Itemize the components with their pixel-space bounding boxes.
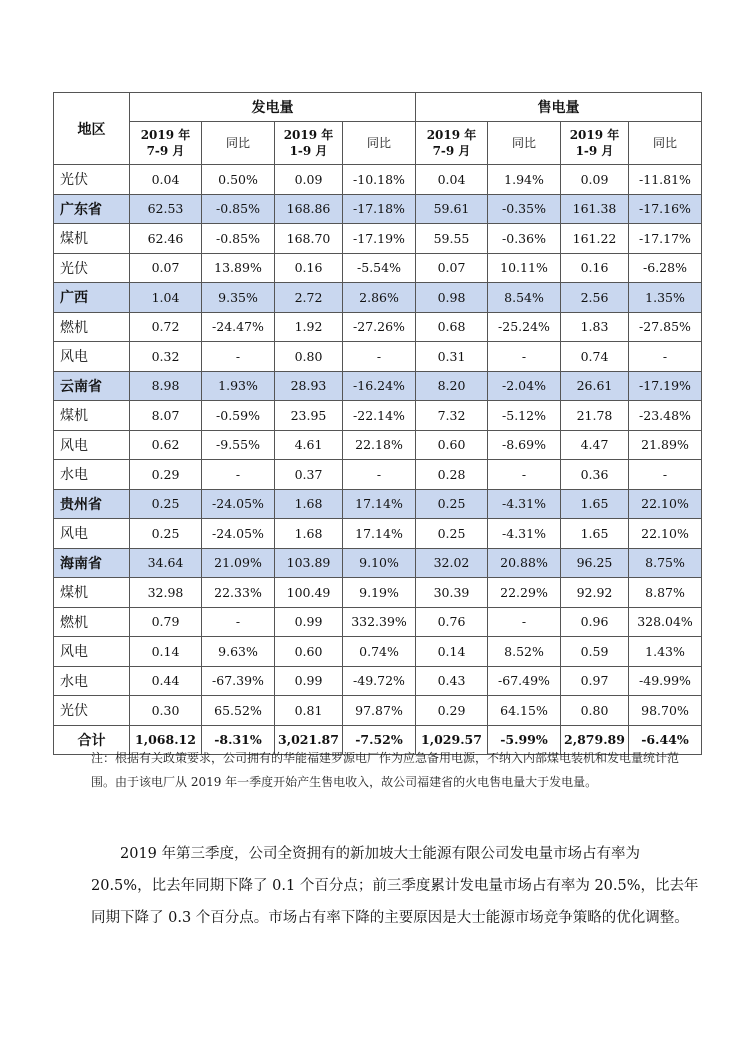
table-cell: 0.25 [130, 519, 202, 549]
table-cell: 0.16 [561, 253, 629, 283]
table-cell: -17.19% [629, 371, 702, 401]
table-cell: -67.39% [202, 666, 275, 696]
table-cell: -25.24% [488, 312, 561, 342]
row-label: 燃机 [54, 312, 130, 342]
table-cell: 92.92 [561, 578, 629, 608]
table-cell: -24.05% [202, 489, 275, 519]
table-cell: 0.36 [561, 460, 629, 490]
table-cell: 3,021.87 [275, 725, 343, 755]
group-header-generation: 发电量 [130, 93, 416, 122]
table-cell: 0.28 [416, 460, 488, 490]
table-cell: 168.70 [275, 224, 343, 254]
row-label: 广西 [54, 283, 130, 313]
period-header [561, 122, 629, 165]
table-cell: 22.33% [202, 578, 275, 608]
table-row [54, 253, 702, 283]
table-cell: 9.19% [343, 578, 416, 608]
table-cell: 2.56 [561, 283, 629, 313]
period-header [130, 122, 202, 165]
table-cell: - [343, 460, 416, 490]
row-label: 贵州省 [54, 489, 130, 519]
table-cell: -4.31% [488, 489, 561, 519]
period-header [343, 122, 416, 165]
table-cell: -16.24% [343, 371, 416, 401]
table-footnote: 注：根据有关政策要求，公司拥有的华能福建罗源电厂作为应急备用电源，不纳入内部煤电装机和发电量统计范围。由于该电厂从 2019 年一季度开始产生售电收入，故公司福建省的火电售电量大于发电量。 [91, 751, 680, 789]
row-label: 水电 [54, 460, 130, 490]
period-header [275, 122, 343, 165]
table-cell: 96.25 [561, 548, 629, 578]
table-cell: 9.10% [343, 548, 416, 578]
table-cell: 97.87% [343, 696, 416, 726]
table-cell: -8.31% [202, 725, 275, 755]
row-label: 光伏 [54, 165, 130, 195]
period-header-line1: 2019 年 [569, 128, 620, 142]
table-cell: 0.81 [275, 696, 343, 726]
table-cell: 0.62 [130, 430, 202, 460]
row-label: 广东省 [54, 194, 130, 224]
row-label: 光伏 [54, 696, 130, 726]
table-cell: -7.52% [343, 725, 416, 755]
table-body [54, 165, 702, 755]
row-label: 风电 [54, 430, 130, 460]
table-cell: 28.93 [275, 371, 343, 401]
table-cell: 2.86% [343, 283, 416, 313]
row-label: 风电 [54, 637, 130, 667]
table-row [54, 607, 702, 637]
table-cell: 0.59 [561, 637, 629, 667]
table-row [54, 666, 702, 696]
table-row [54, 224, 702, 254]
table-cell: 0.68 [416, 312, 488, 342]
period-header-line1: 同比 [366, 136, 391, 150]
table-cell: 0.07 [130, 253, 202, 283]
group-header-sales: 售电量 [416, 93, 702, 122]
table-cell: 103.89 [275, 548, 343, 578]
table-cell: -5.99% [488, 725, 561, 755]
table-cell: 21.09% [202, 548, 275, 578]
table-cell: 0.98 [416, 283, 488, 313]
table-cell: -24.47% [202, 312, 275, 342]
table-cell: - [202, 607, 275, 637]
table-cell: -5.54% [343, 253, 416, 283]
table-cell: -49.99% [629, 666, 702, 696]
table-row [54, 696, 702, 726]
table-cell: 4.61 [275, 430, 343, 460]
table-cell: 65.52% [202, 696, 275, 726]
table-cell: 0.60 [416, 430, 488, 460]
table-cell: 0.80 [561, 696, 629, 726]
table-cell: 1,029.57 [416, 725, 488, 755]
table-cell: 9.35% [202, 283, 275, 313]
body-paragraph: 2019 年第三季度，公司全资拥有的新加坡大士能源有限公司发电量市场占有率为 20.5%，比去年同期下降了 0.1 个百分点；前三季度累计发电量市场占有率为 20.5%，比去年同期下降了 0.3 个百分点。市场占有率下降的主要原因是大士能源市场竞争策略的优化调整。 [91, 846, 699, 926]
table-cell: -0.59% [202, 401, 275, 431]
province-row [54, 194, 702, 224]
table-cell: 8.07 [130, 401, 202, 431]
row-label: 煤机 [54, 578, 130, 608]
table-cell: 1.83 [561, 312, 629, 342]
table-cell: -0.36% [488, 224, 561, 254]
table-cell: 8.98 [130, 371, 202, 401]
period-header-line2: 1-9 月 [289, 144, 328, 158]
period-header-line1: 同比 [225, 136, 250, 150]
table-cell: 1.92 [275, 312, 343, 342]
table-cell: 59.61 [416, 194, 488, 224]
table-cell: 62.46 [130, 224, 202, 254]
table-cell: 161.22 [561, 224, 629, 254]
table-cell: 0.97 [561, 666, 629, 696]
table-cell: - [202, 342, 275, 372]
table-cell: 17.14% [343, 519, 416, 549]
table-cell: 0.43 [416, 666, 488, 696]
province-row [54, 489, 702, 519]
province-row [54, 283, 702, 313]
table-cell: 0.09 [275, 165, 343, 195]
table-cell: -0.85% [202, 224, 275, 254]
table-cell: 0.25 [416, 519, 488, 549]
table-cell: 8.75% [629, 548, 702, 578]
table-cell: 332.39% [343, 607, 416, 637]
table-cell: 0.04 [416, 165, 488, 195]
table-cell: 20.88% [488, 548, 561, 578]
period-header-line2: 7-9 月 [146, 144, 185, 158]
table-cell: 98.70% [629, 696, 702, 726]
table-row [54, 460, 702, 490]
province-row [54, 371, 702, 401]
table-cell: 1.43% [629, 637, 702, 667]
table-cell: 0.30 [130, 696, 202, 726]
region-header: 地区 [54, 93, 130, 165]
table-cell: -10.18% [343, 165, 416, 195]
table-cell: 8.20 [416, 371, 488, 401]
row-label: 煤机 [54, 401, 130, 431]
period-header-line1: 2019 年 [140, 128, 191, 142]
table-cell: 0.76 [416, 607, 488, 637]
table-cell: - [343, 342, 416, 372]
table-cell: -24.05% [202, 519, 275, 549]
period-header-line1: 2019 年 [283, 128, 334, 142]
table-cell: 0.44 [130, 666, 202, 696]
table-cell: -17.16% [629, 194, 702, 224]
table-cell: - [629, 460, 702, 490]
row-label: 风电 [54, 519, 130, 549]
table-cell: -17.19% [343, 224, 416, 254]
table-cell: 4.47 [561, 430, 629, 460]
period-header [416, 122, 488, 165]
province-row [54, 548, 702, 578]
table-cell: 0.25 [416, 489, 488, 519]
table-cell: 1.68 [275, 489, 343, 519]
period-header-line1: 2019 年 [426, 128, 477, 142]
row-label: 云南省 [54, 371, 130, 401]
table-cell: 0.31 [416, 342, 488, 372]
table-cell: - [488, 342, 561, 372]
row-label: 燃机 [54, 607, 130, 637]
table-cell: 0.32 [130, 342, 202, 372]
table-cell: 8.52% [488, 637, 561, 667]
table-cell: 62.53 [130, 194, 202, 224]
table-cell: - [488, 607, 561, 637]
header-row-periods [54, 122, 702, 165]
table-cell: 22.10% [629, 519, 702, 549]
table-cell: 0.25 [130, 489, 202, 519]
table-row [54, 342, 702, 372]
period-header-line2: 1-9 月 [575, 144, 614, 158]
table-cell: 0.60 [275, 637, 343, 667]
header-row-groups [54, 93, 702, 122]
table-cell: 21.89% [629, 430, 702, 460]
table-cell: -2.04% [488, 371, 561, 401]
table-cell: -27.26% [343, 312, 416, 342]
table-cell: 0.74% [343, 637, 416, 667]
table-cell: -27.85% [629, 312, 702, 342]
table-cell: -4.31% [488, 519, 561, 549]
table-cell: -9.55% [202, 430, 275, 460]
period-header-line1: 同比 [511, 136, 536, 150]
table-cell: 22.10% [629, 489, 702, 519]
period-header [488, 122, 561, 165]
table-cell: 64.15% [488, 696, 561, 726]
table-cell: 0.37 [275, 460, 343, 490]
row-label: 水电 [54, 666, 130, 696]
table-cell: 168.86 [275, 194, 343, 224]
table-row [54, 312, 702, 342]
table-cell: -49.72% [343, 666, 416, 696]
table-cell: -6.44% [629, 725, 702, 755]
table-cell: 0.79 [130, 607, 202, 637]
table-cell: 0.72 [130, 312, 202, 342]
table-cell: 59.55 [416, 224, 488, 254]
table-cell: -0.85% [202, 194, 275, 224]
table-cell: 0.04 [130, 165, 202, 195]
period-header [202, 122, 275, 165]
generation-table-container [53, 92, 701, 755]
table-cell: 0.07 [416, 253, 488, 283]
table-cell: 0.99 [275, 607, 343, 637]
table-row [54, 401, 702, 431]
table-cell: 0.29 [416, 696, 488, 726]
period-header-line1: 同比 [652, 136, 677, 150]
table-cell: 34.64 [130, 548, 202, 578]
table-cell: 0.74 [561, 342, 629, 372]
table-cell: 7.32 [416, 401, 488, 431]
period-header-line2: 7-9 月 [432, 144, 471, 158]
table-cell: 17.14% [343, 489, 416, 519]
table-cell: 1,068.12 [130, 725, 202, 755]
table-cell: -11.81% [629, 165, 702, 195]
table-cell: -17.17% [629, 224, 702, 254]
table-cell: - [629, 342, 702, 372]
table-cell: -6.28% [629, 253, 702, 283]
table-cell: - [202, 460, 275, 490]
table-cell: 161.38 [561, 194, 629, 224]
table-cell: -0.35% [488, 194, 561, 224]
table-cell: 8.54% [488, 283, 561, 313]
table-cell: 1.93% [202, 371, 275, 401]
table-row [54, 430, 702, 460]
table-cell: 100.49 [275, 578, 343, 608]
table-cell: 1.65 [561, 519, 629, 549]
table-cell: 1.65 [561, 489, 629, 519]
table-row [54, 165, 702, 195]
table-row [54, 519, 702, 549]
table-cell: 1.04 [130, 283, 202, 313]
table-cell: -17.18% [343, 194, 416, 224]
table-cell: 26.61 [561, 371, 629, 401]
table-cell: 0.99 [275, 666, 343, 696]
table-cell: 0.96 [561, 607, 629, 637]
table-cell: - [488, 460, 561, 490]
table-cell: 0.29 [130, 460, 202, 490]
table-cell: 0.50% [202, 165, 275, 195]
table-cell: 10.11% [488, 253, 561, 283]
table-cell: 22.29% [488, 578, 561, 608]
table-cell: 32.98 [130, 578, 202, 608]
table-row [54, 578, 702, 608]
table-cell: 0.14 [130, 637, 202, 667]
table-cell: 8.87% [629, 578, 702, 608]
table-cell: 0.16 [275, 253, 343, 283]
row-label: 风电 [54, 342, 130, 372]
row-label: 煤机 [54, 224, 130, 254]
table-cell: 328.04% [629, 607, 702, 637]
table-cell: 13.89% [202, 253, 275, 283]
generation-table [53, 92, 702, 755]
table-cell: -8.69% [488, 430, 561, 460]
row-label: 光伏 [54, 253, 130, 283]
table-cell: 9.63% [202, 637, 275, 667]
table-cell: 0.80 [275, 342, 343, 372]
table-cell: 30.39 [416, 578, 488, 608]
row-label: 合计 [54, 725, 130, 755]
table-cell: -67.49% [488, 666, 561, 696]
table-cell: 2.72 [275, 283, 343, 313]
table-cell: 32.02 [416, 548, 488, 578]
table-cell: 0.09 [561, 165, 629, 195]
table-cell: 1.68 [275, 519, 343, 549]
table-cell: -23.48% [629, 401, 702, 431]
table-cell: -22.14% [343, 401, 416, 431]
table-cell: 2,879.89 [561, 725, 629, 755]
table-cell: 0.14 [416, 637, 488, 667]
table-cell: 22.18% [343, 430, 416, 460]
table-cell: 1.94% [488, 165, 561, 195]
table-cell: 1.35% [629, 283, 702, 313]
table-cell: 21.78 [561, 401, 629, 431]
row-label: 海南省 [54, 548, 130, 578]
table-cell: -5.12% [488, 401, 561, 431]
table-row [54, 637, 702, 667]
table-cell: 23.95 [275, 401, 343, 431]
period-header [629, 122, 702, 165]
